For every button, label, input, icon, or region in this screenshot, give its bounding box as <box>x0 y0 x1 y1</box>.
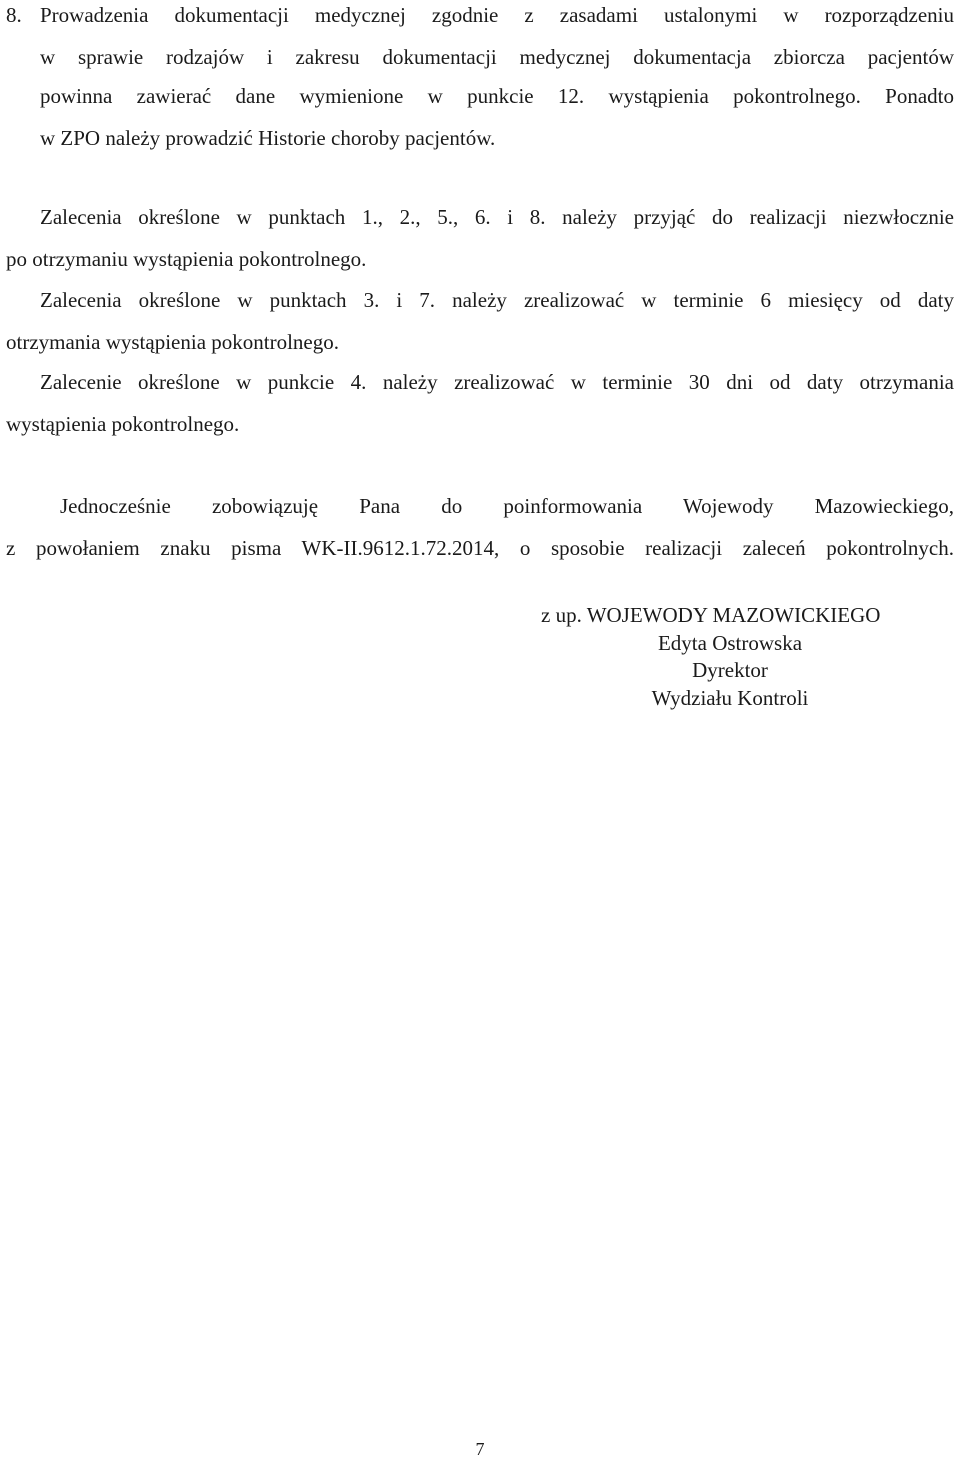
item-line: Prowadzenia dokumentacji medycznej zgodnie z zasadami ustalonymi w rozporządzeniu <box>40 3 954 27</box>
signature-authority: z up. WOJEWODY MAZOWICKIEGO <box>541 603 881 627</box>
paragraph-line: wystąpienia pokontrolnego. <box>6 412 240 436</box>
paragraph-line: po otrzymaniu wystąpienia pokontrolnego. <box>6 247 367 271</box>
paragraph-line: z powołaniem znaku pisma WK-II.9612.1.72.2014, o sposobie realizacji zaleceń pokontrolnych. <box>6 536 954 560</box>
signatory-name: Edyta Ostrowska <box>657 631 803 655</box>
paragraph-line: Zalecenia określone w punktach 3. i 7. należy zrealizować w terminie 6 miesięcy od daty <box>40 288 954 312</box>
item-number: 8. <box>6 3 22 27</box>
signatory-department: Wydziału Kontroli <box>651 686 809 710</box>
paragraph-line: Zalecenia określone w punktach 1., 2., 5., 6. i 8. należy przyjąć do realizacji niezwłocznie <box>40 205 954 229</box>
page-number: 7 <box>475 1439 485 1459</box>
signatory-title: Dyrektor <box>692 658 768 682</box>
item-line: w sprawie rodzajów i zakresu dokumentacji medycznej dokumentacja zbiorcza pacjentów <box>40 45 954 69</box>
paragraph-line: otrzymania wystąpienia pokontrolnego. <box>6 330 339 354</box>
paragraph-line: Jednocześnie zobowiązuję Pana do poinformowania Wojewody Mazowieckiego, <box>60 494 954 518</box>
item-line: powinna zawierać dane wymienione w punkcie 12. wystąpienia pokontrolnego. Ponadto <box>40 84 954 108</box>
item-line: w ZPO należy prowadzić Historie choroby pacjentów. <box>40 126 496 150</box>
paragraph-line: Zalecenie określone w punkcie 4. należy zrealizować w terminie 30 dni od daty otrzymania <box>40 370 954 394</box>
